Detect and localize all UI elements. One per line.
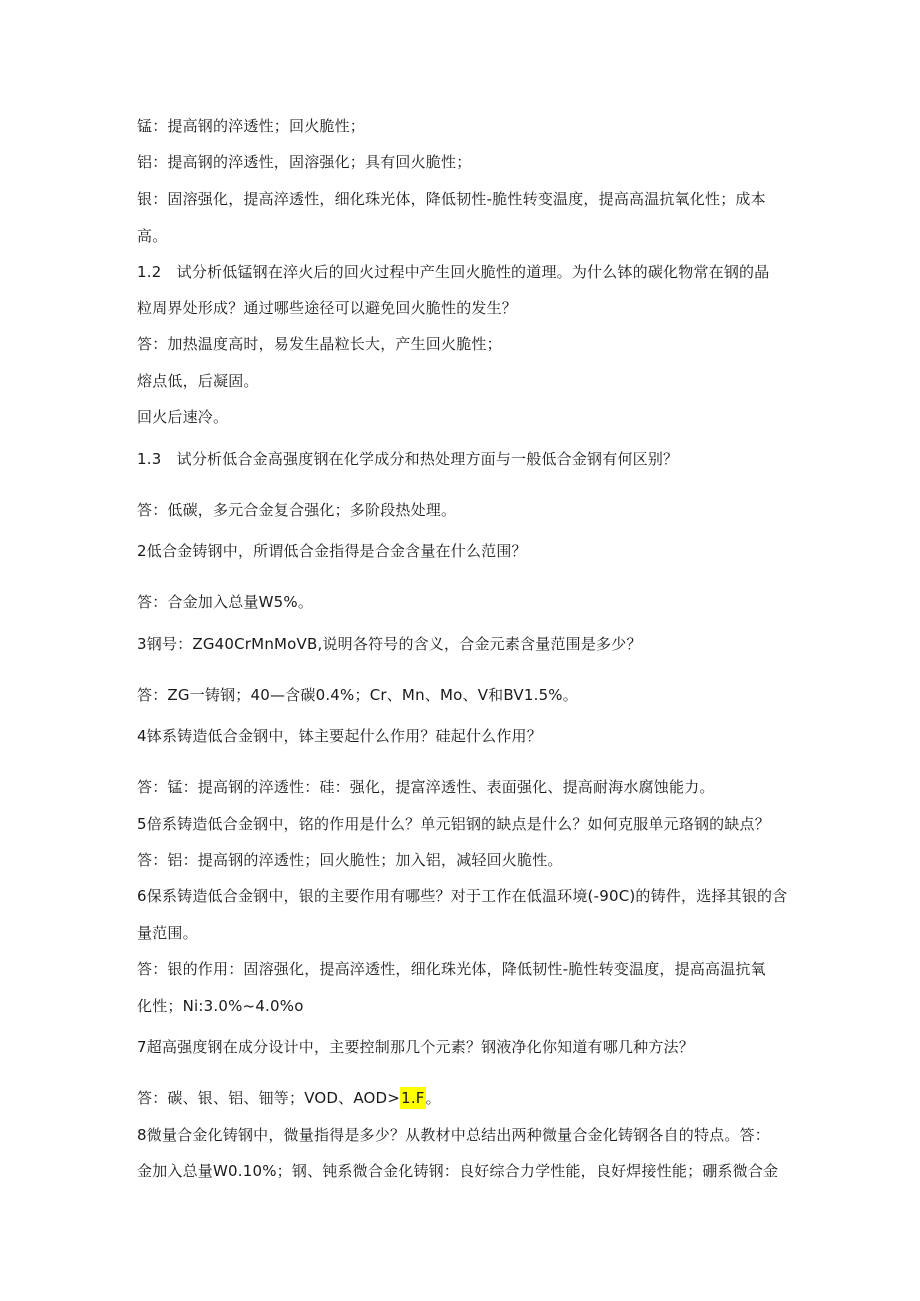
answer-text: 答：碳、银、铝、钿等；VOD、AOD> xyxy=(137,1089,401,1107)
question-heading: 3钢号：ZG40CrMnMoVB,说明各符号的含义，合金元素含量范围是多少？ xyxy=(137,635,642,653)
text-line: 银：固溶强化，提高淬透性，细化珠光体，降低韧性-脆性转变温度，提高高温抗氧化性；成本 xyxy=(137,190,766,208)
answer-text-end: 。 xyxy=(425,1089,441,1107)
text-line: 熔点低，后凝固。 xyxy=(137,372,259,390)
text-line: 锰：提高钢的淬透性；回火脆性； xyxy=(137,117,366,135)
answer-line: 答：银的作用：固溶强化，提高淬透性，细化珠光体，降低韧性-脆性转变温度，提高高温抗氧 xyxy=(137,960,766,978)
answer-line xyxy=(137,1088,441,1108)
text-line: 铝：提高钢的淬透性，固溶强化；具有回火脆性； xyxy=(137,153,472,171)
question-heading: 2低合金铸钢中，所谓低合金指得是合金含量在什么范围？ xyxy=(137,542,527,560)
text-line: 化性；Ni:3.0%~4.0%o xyxy=(137,997,304,1015)
answer-line: 答：ZG一铸钢；40—含碳0.4%；Cr、Mn、Mo、V和BV1.5%。 xyxy=(137,686,578,704)
question-heading: 1.3 试分析低合金高强度钢在化学成分和热处理方面与一般低合金钢有何区别？ xyxy=(137,450,679,468)
text-line: 粒周界处形成？通过哪些途径可以避免回火脆性的发生？ xyxy=(137,299,518,317)
question-heading: 6保系铸造低合金钢中，银的主要作用有哪些？对于工作在低温环境(-90C)的铸件，选择其银的含 xyxy=(137,887,788,905)
text-line: 量范围。 xyxy=(137,924,198,942)
answer-line: 答：合金加入总量W5%。 xyxy=(137,593,314,611)
answer-line: 答：锰：提高钢的淬透性：硅：强化，提富淬透性、表面强化、提高耐海水腐蚀能力。 xyxy=(137,778,715,796)
answer-line: 答：加热温度高时，易发生晶粒长大，产生回火脆性； xyxy=(137,335,502,353)
question-heading: 4钵系铸造低合金钢中，钵主要起什么作用？硅起什么作用？ xyxy=(137,727,542,745)
text-line: 高。 xyxy=(137,227,168,245)
text-line: 回火后速冷。 xyxy=(137,408,229,426)
question-heading: 7超高强度钢在成分设计中，主要控制那几个元素？钢液净化你知道有哪几种方法？ xyxy=(137,1038,694,1056)
highlighted-text: 1.F xyxy=(401,1089,425,1107)
answer-line: 答：铝：提高钢的淬透性；回火脆性；加入铝，减轻回火脆性。 xyxy=(137,851,563,869)
answer-line: 答：低碳，多元合金复合强化；多阶段热处理。 xyxy=(137,501,457,519)
question-heading: 1.2 试分析低锰钢在淬火后的回火过程中产生回火脆性的道理。为什么钵的碳化物常在钢的晶 xyxy=(137,263,770,281)
question-heading: 5倍系铸造低合金钢中，铭的作用是什么？单元铝钢的缺点是什么？如何克服单元珞钢的缺点？ xyxy=(137,815,770,833)
text-line: 金加入总量W0.10%；钢、钝系微合金化铸钢：良好综合力学性能，良好焊接性能；硼系微合金 xyxy=(137,1162,779,1180)
question-heading: 8微量合金化铸钢中，微量指得是多少？从教材中总结出两种微量合金化铸钢各自的特点。答： xyxy=(137,1126,770,1144)
